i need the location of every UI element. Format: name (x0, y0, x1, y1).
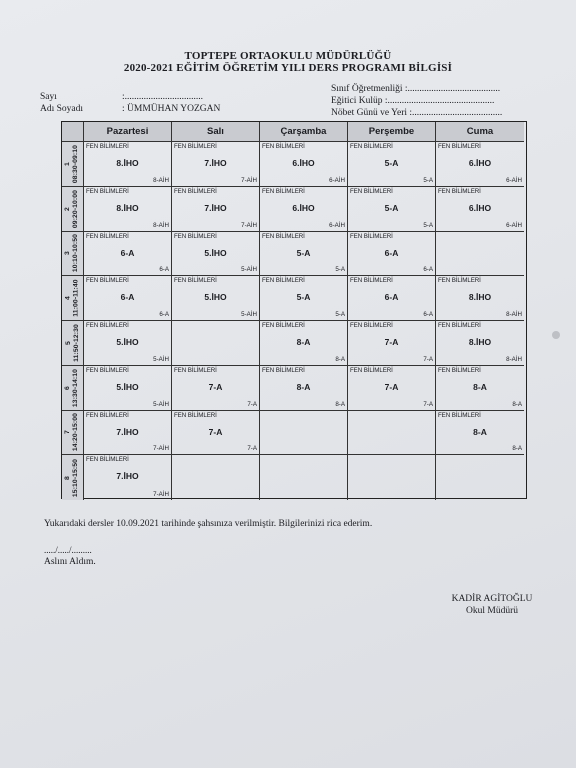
subject-name: FEN BİLİMLERİ (262, 232, 305, 240)
table-corner (62, 122, 84, 142)
name-value: : ÜMMÜHAN YOZGAN (122, 104, 221, 114)
room-code: 6-AİH (329, 221, 345, 229)
subject-name: FEN BİLİMLERİ (174, 232, 217, 240)
room-code: 8-A (512, 445, 522, 453)
subject-name: FEN BİLİMLERİ (350, 187, 393, 195)
period-label (62, 187, 84, 232)
period-label (62, 455, 84, 500)
schedule-table (61, 121, 527, 499)
room-code: 7-AİH (241, 176, 257, 184)
schedule-cell (348, 232, 436, 277)
class-name: 8.İHO (116, 202, 139, 213)
subject-name: FEN BİLİMLERİ (174, 366, 217, 374)
class-name: 6-A (384, 292, 399, 303)
schedule-cell (260, 411, 348, 456)
schedule-cell (260, 455, 348, 500)
schedule-cell (84, 142, 172, 187)
schedule-cell (260, 187, 348, 232)
class-name: 7.İHO (116, 471, 139, 482)
day-header: Çarşamba (260, 122, 348, 142)
sayi-value: :................................. (122, 92, 204, 102)
schedule-cell (436, 232, 524, 277)
class-name: 7-A (208, 381, 223, 392)
room-code: 7-AİH (153, 491, 169, 498)
room-code: 5-A (423, 176, 433, 184)
period-label (62, 142, 84, 187)
day-header: Salı (172, 122, 260, 142)
schedule-cell (84, 455, 172, 500)
room-code: 5-AİH (241, 311, 257, 318)
class-name: 5.İHO (204, 292, 227, 303)
schedule-cell (260, 232, 348, 277)
room-code: 5-A (423, 221, 433, 229)
room-code: 5-A (335, 266, 345, 274)
subject-name: FEN BİLİMLERİ (86, 366, 129, 374)
subject-name: FEN BİLİMLERİ (262, 322, 305, 329)
room-code: 8-AİH (153, 221, 169, 229)
room-code: 6-AİH (506, 221, 522, 229)
period-time: 8 15:10-15:50 (64, 458, 80, 497)
subject-name: FEN BİLİMLERİ (438, 277, 481, 285)
period-label (62, 321, 84, 366)
period-time: 1 08:30-09:10 (64, 144, 80, 183)
class-name: 8.İHO (468, 337, 492, 347)
schedule-cell (260, 321, 348, 366)
class-name: 6.İHO (468, 158, 492, 168)
room-code: 6-A (423, 311, 433, 318)
schedule-cell (436, 411, 524, 456)
schedule-cell (348, 187, 436, 232)
class-name: 5-A (384, 202, 399, 213)
room-code: 5-A (335, 311, 345, 318)
period-time: 4 11:00-11:40 (64, 279, 80, 317)
schedule-cell (172, 142, 260, 187)
subject-name: FEN BİLİMLERİ (86, 187, 129, 195)
schedule-cell (436, 142, 524, 187)
schedule-cell (172, 366, 260, 411)
principal-title: Okul Müdürü (466, 606, 518, 616)
principal-signature-block (436, 593, 548, 617)
room-code: 8-AİH (506, 311, 522, 318)
subject-name: FEN BİLİMLERİ (438, 143, 481, 150)
schedule-cell (348, 321, 436, 366)
room-code: 7-AİH (153, 445, 169, 453)
notice-text: Yukarıdaki dersler 10.09.2021 tarihinde şahsınıza verilmiştir. Bilgilerinizi rica ederim. (44, 519, 373, 529)
subject-name: FEN BİLİMLERİ (174, 411, 217, 419)
room-code: 8-AİH (506, 355, 522, 363)
room-code: 5-AİH (241, 266, 257, 274)
room-code: 6-A (159, 311, 169, 318)
class-name: 5-A (296, 247, 311, 258)
class-name: 5.İHO (204, 247, 227, 258)
class-name: 8.İHO (468, 292, 492, 303)
period-label (62, 366, 84, 411)
room-code: 8-A (512, 400, 522, 408)
class-name: 8-A (296, 381, 311, 392)
schedule-cell (348, 276, 436, 321)
class-name: 5.İHO (116, 381, 139, 392)
schedule-cell (348, 142, 436, 187)
received-text: Aslını Aldım. (44, 557, 96, 567)
period-label (62, 411, 84, 456)
schedule-cell (260, 142, 348, 187)
subject-name: FEN BİLİMLERİ (350, 366, 393, 374)
subject-name: FEN BİLİMLERİ (350, 322, 393, 329)
schedule-cell (172, 321, 260, 366)
schedule-cell (348, 366, 436, 411)
subject-name: FEN BİLİMLERİ (86, 411, 129, 419)
day-header: Cuma (436, 122, 524, 142)
period-time: 3 10:10-10:50 (64, 234, 80, 273)
subject-name: FEN BİLİMLERİ (262, 277, 305, 285)
class-name: 7.İHO (204, 158, 227, 168)
schedule-cell (84, 276, 172, 321)
date-line: ...../...../......... (44, 545, 92, 555)
class-name: 5.İHO (116, 337, 139, 347)
schedule-cell (172, 232, 260, 277)
subject-name: FEN BİLİMLERİ (438, 411, 481, 419)
day-header: Pazartesi (84, 122, 172, 142)
class-name: 7-A (384, 337, 399, 347)
subject-name: FEN BİLİMLERİ (350, 143, 393, 150)
principal-name: KADİR AGİTOĞLU (451, 594, 533, 604)
school-name: TOPTEPE ORTAOKULU MÜDÜRLÜĞÜ (184, 50, 392, 62)
room-code: 5-AİH (153, 400, 169, 408)
schedule-cell (172, 455, 260, 500)
room-code: 6-AİH (329, 176, 345, 184)
sayi-label: Sayı (40, 92, 57, 102)
schedule-cell (436, 321, 524, 366)
subject-name: FEN BİLİMLERİ (86, 143, 129, 150)
schedule-cell (348, 455, 436, 500)
schedule-cell (84, 321, 172, 366)
room-code: 7-A (423, 355, 433, 363)
subject-name: FEN BİLİMLERİ (262, 187, 305, 195)
punch-hole (552, 331, 560, 339)
name-row (40, 104, 220, 114)
class-name: 7-A (208, 426, 223, 437)
subject-name: FEN BİLİMLERİ (86, 456, 129, 464)
class-name: 8.İHO (116, 158, 139, 168)
schedule-cell (84, 187, 172, 232)
schedule-cell (84, 366, 172, 411)
schedule-cell (172, 187, 260, 232)
schedule-cell (260, 276, 348, 321)
schedule-cell (260, 366, 348, 411)
subject-name: FEN BİLİMLERİ (262, 143, 305, 150)
class-name: 5-A (296, 292, 311, 303)
room-code: 6-AİH (506, 176, 522, 184)
room-code: 5-AİH (153, 355, 169, 363)
subject-name: FEN BİLİMLERİ (438, 187, 481, 195)
room-code: 8-A (335, 400, 345, 408)
subject-name: FEN BİLİMLERİ (262, 366, 305, 374)
name-label: Adı Soyadı (40, 104, 84, 114)
period-time: 6 13:30-14:10 (64, 368, 80, 407)
sayi-row (40, 92, 203, 102)
class-name: 6.İHO (468, 202, 492, 213)
room-code: 8-A (335, 355, 345, 363)
subject-name: FEN BİLİMLERİ (350, 277, 393, 285)
duty-field: Nöbet Günü ve Yeri :...................................... (331, 108, 503, 118)
period-label (62, 232, 84, 277)
class-name: 8-A (296, 337, 311, 347)
subject-name: FEN BİLİMLERİ (86, 277, 129, 285)
schedule-cell (436, 276, 524, 321)
class-name: 8-A (473, 381, 487, 392)
room-code: 6-A (423, 266, 433, 274)
schedule-cell (436, 455, 524, 500)
subject-name: FEN BİLİMLERİ (86, 322, 129, 329)
class-name: 6.İHO (292, 202, 315, 213)
period-time: 2 09:20-10:00 (64, 189, 80, 228)
room-code: 7-A (247, 400, 257, 408)
period-time: 7 14:20-15:00 (64, 413, 80, 452)
period-time: 5 11:50-12:30 (64, 323, 80, 362)
class-name: 6-A (384, 247, 399, 258)
subject-name: FEN BİLİMLERİ (174, 277, 217, 285)
room-code: 7-A (247, 445, 257, 453)
document-title: 2020-2021 EĞİTİM ÖĞRETİM YILI DERS PROGRAMI BİLGİSİ (123, 62, 453, 74)
schedule-cell (348, 411, 436, 456)
class-name: 8-A (473, 426, 487, 437)
subject-name: FEN BİLİMLERİ (438, 322, 481, 329)
period-label (62, 276, 84, 321)
schedule-cell (84, 411, 172, 456)
club-field: Eğitici Kulüp :............................................. (331, 96, 495, 106)
room-code: 7-A (423, 400, 433, 408)
day-header: Perşembe (348, 122, 436, 142)
class-name: 5-A (384, 158, 399, 168)
room-code: 6-A (159, 266, 169, 274)
schedule-cell (84, 232, 172, 277)
schedule-cell (436, 366, 524, 411)
class-name: 6.İHO (292, 158, 315, 168)
schedule-cell (172, 411, 260, 456)
schedule-cell (436, 187, 524, 232)
class-name: 7.İHO (204, 202, 227, 213)
subject-name: FEN BİLİMLERİ (350, 232, 393, 240)
subject-name: FEN BİLİMLERİ (86, 232, 129, 240)
class-name: 7-A (384, 381, 399, 392)
schedule-cell (172, 276, 260, 321)
subject-name: FEN BİLİMLERİ (438, 366, 481, 374)
class-teacher-field: Sınıf Öğretmenliği :....................................... (331, 84, 501, 94)
room-code: 7-AİH (241, 221, 257, 229)
subject-name: FEN BİLİMLERİ (174, 187, 217, 195)
class-name: 7.İHO (116, 426, 139, 437)
subject-name: FEN BİLİMLERİ (174, 143, 217, 150)
class-name: 6-A (120, 247, 135, 258)
class-name: 6-A (120, 292, 135, 303)
room-code: 8-AİH (153, 176, 169, 184)
